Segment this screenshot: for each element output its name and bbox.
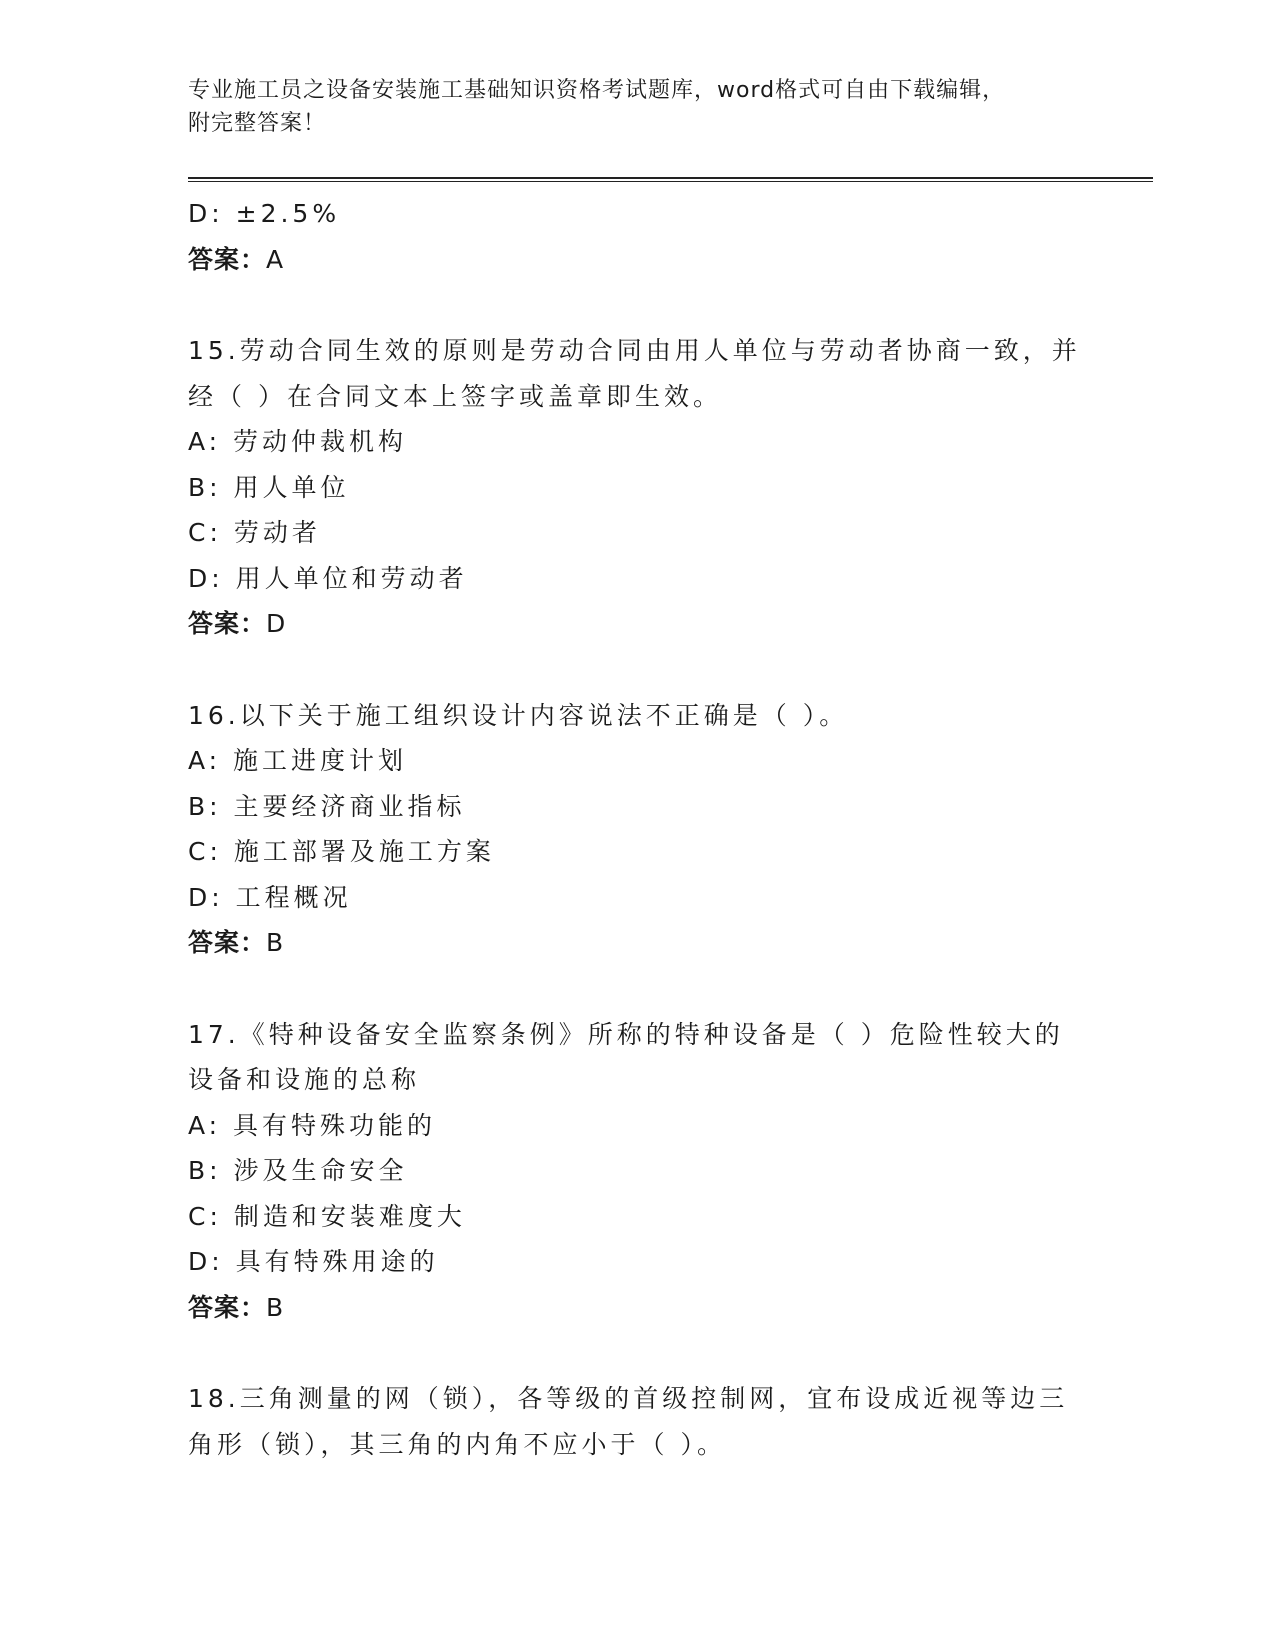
header-title-line-2: 附完整答案！ — [188, 111, 327, 136]
header-divider-thick — [188, 177, 1153, 179]
answer-line — [188, 920, 1088, 966]
option-a: A: 施工进度计划 — [188, 746, 408, 775]
option-d: D: ±2.5% — [188, 199, 341, 228]
question-18 — [188, 1376, 1088, 1467]
question-14-tail — [188, 191, 1088, 282]
answer-label: 答案： — [188, 244, 267, 274]
option-d: D: 具有特殊用途的 — [188, 1247, 439, 1276]
answer-label: 答案： — [188, 609, 267, 638]
question-15 — [188, 328, 1088, 647]
answer-line — [188, 601, 1088, 647]
question-stem-line: 经（ ）在合同文本上签字或盖章即生效。 — [188, 381, 722, 411]
option-b: B: 主要经济商业指标 — [188, 791, 466, 821]
question-content — [188, 191, 1088, 1467]
option-d: D: 工程概况 — [188, 882, 352, 912]
question-stem-line: 角形（锁），其三角的内角不应小于（ ）。 — [188, 1429, 726, 1459]
question-17 — [188, 1012, 1088, 1331]
answer-value: A — [266, 244, 285, 274]
option-c: C: 制造和安装难度大 — [188, 1201, 466, 1231]
answer-value: B — [266, 1292, 285, 1322]
option-c: C: 劳动者 — [188, 518, 321, 547]
option-d: D: 用人单位和劳动者 — [188, 563, 468, 593]
header-divider-thin — [188, 181, 1153, 182]
document-header — [188, 74, 1088, 140]
header-title-line-1: 专业施工员之设备安装施工基础知识资格考试题库，word格式可自由下载编辑， — [188, 78, 1006, 103]
answer-value: B — [266, 928, 285, 957]
question-stem-line: 16.以下关于施工组织设计内容说法不正确是（ ）。 — [188, 700, 849, 730]
question-stem-line: 15.劳动合同生效的原则是劳动合同由用人单位与劳动者协商一致，并 — [188, 336, 1081, 365]
answer-label: 答案： — [188, 1292, 267, 1322]
answer-label: 答案： — [188, 928, 267, 957]
answer-line — [188, 237, 1088, 283]
answer-line — [188, 1285, 1088, 1331]
question-stem-line: 18.三角测量的网（锁），各等级的首级控制网，宜布设成近视等边三 — [188, 1384, 1069, 1413]
question-stem-line: 设备和设施的总称 — [188, 1065, 421, 1094]
question-16 — [188, 693, 1088, 966]
question-stem-line: 17.《特种设备安全监察条例》所称的特种设备是（ ）危险性较大的 — [188, 1019, 1064, 1049]
option-a: A: 具有特殊功能的 — [188, 1110, 437, 1140]
answer-value: D — [266, 609, 287, 638]
option-b: B: 涉及生命安全 — [188, 1156, 408, 1185]
option-a: A: 劳动仲裁机构 — [188, 427, 408, 456]
option-b: B: 用人单位 — [188, 472, 350, 502]
option-c: C: 施工部署及施工方案 — [188, 837, 495, 866]
